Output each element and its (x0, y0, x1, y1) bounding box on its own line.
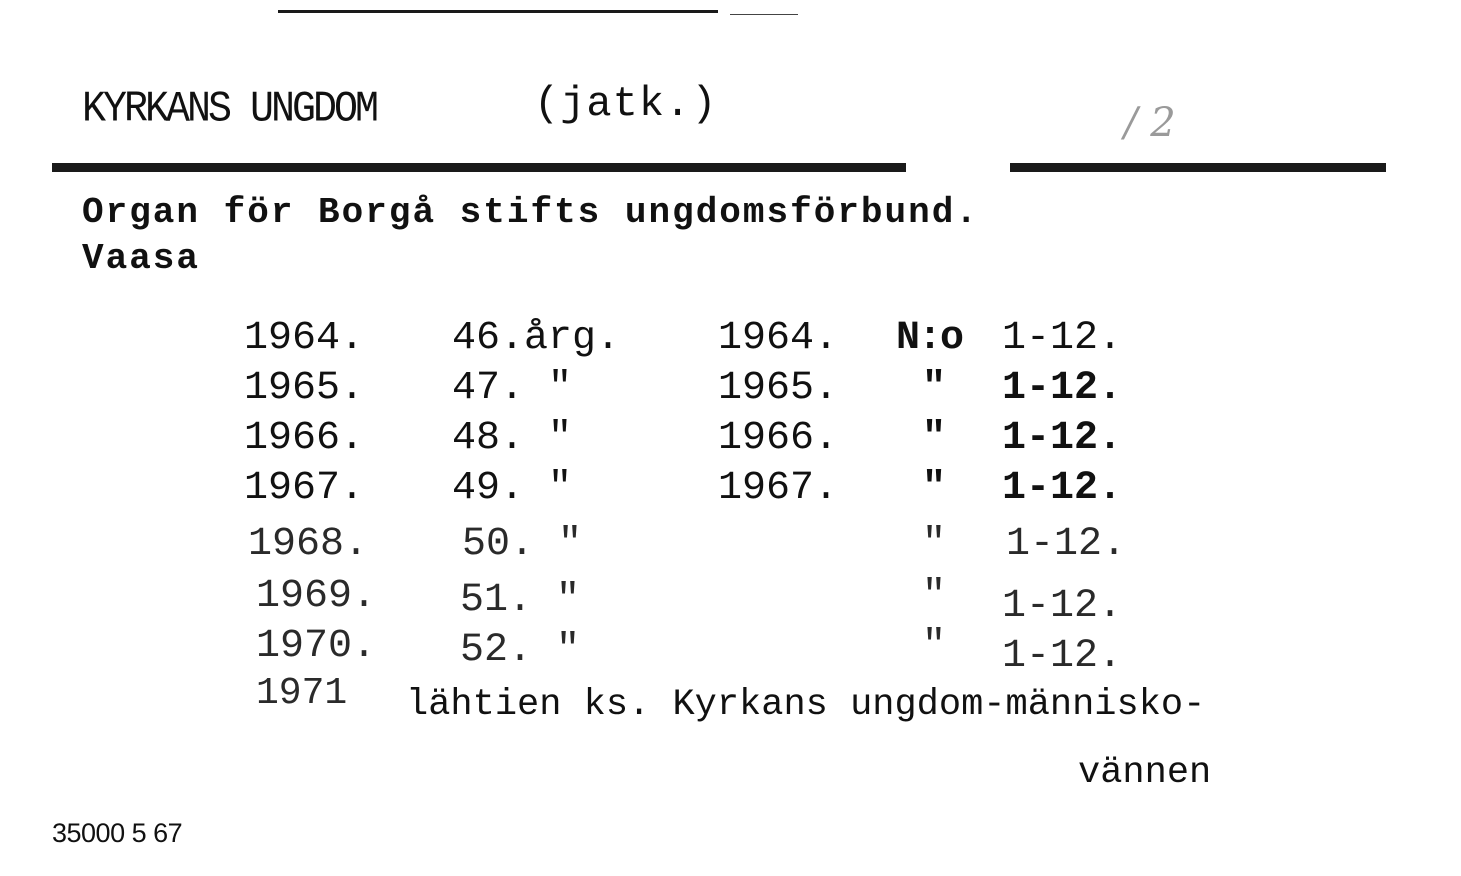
holding-numbers: 1-12. (1002, 316, 1123, 361)
holding-numbers: 1-12. (1002, 466, 1123, 511)
card-title: KYRKANS UNGDOM (82, 86, 377, 135)
description-line: Organ för Borgå stifts ungdomsförbund. (82, 192, 979, 233)
holding-numbers: 1-12. (1002, 584, 1123, 629)
holding-numbers-label: N:o (896, 316, 963, 361)
holding-year: 1968. (248, 522, 369, 567)
holding-volume: 46.årg. (452, 316, 621, 361)
holding-numbers: 1-12. (1002, 366, 1123, 411)
holding-year: 1965. (244, 366, 365, 411)
holding-year: 1970. (256, 624, 377, 669)
holding-numbers: 1-12. (1002, 634, 1123, 679)
holding-numbers: 1-12. (1002, 416, 1123, 461)
holding-numbers-label: " (922, 522, 947, 567)
holding-volume: 50. " (462, 522, 583, 567)
place-of-publication: Vaasa (82, 238, 201, 279)
holding-year: 1964. (244, 316, 365, 361)
holding-received-year: 1965. (718, 366, 839, 411)
holding-numbers: 1-12. (1006, 522, 1127, 567)
top-rule-tail (730, 14, 798, 15)
holding-received-year: 1964. (718, 316, 839, 361)
heading-rule-left (52, 163, 906, 172)
holding-year: 1969. (256, 574, 377, 619)
continuation-note-end: vännen (1078, 752, 1212, 794)
holding-volume: 51. " (460, 578, 581, 623)
holding-numbers-label: " (922, 466, 947, 511)
holding-numbers-label: " (922, 574, 947, 619)
pencil-annotation: / 2 (1124, 100, 1176, 146)
card-title-suffix: (jatk.) (534, 80, 718, 128)
print-code: 35000 5 67 (52, 818, 183, 848)
holding-volume: 52. " (460, 628, 581, 673)
holding-year: 1967. (244, 466, 365, 511)
holding-numbers-label: " (922, 416, 947, 461)
holding-numbers-label: " (922, 366, 947, 411)
continuation-note: lähtien ks. Kyrkans ungdom-människo- (406, 684, 1206, 726)
holding-numbers-label: " (922, 624, 947, 669)
heading-rule-right (1010, 163, 1386, 172)
holding-volume: 47. " (452, 366, 573, 411)
top-rule (278, 10, 718, 13)
holding-year: 1966. (244, 416, 365, 461)
continuation-year: 1971 (256, 672, 348, 715)
holding-volume: 49. " (452, 466, 573, 511)
holding-received-year: 1966. (718, 416, 839, 461)
holding-volume: 48. " (452, 416, 573, 461)
holding-received-year: 1967. (718, 466, 839, 511)
